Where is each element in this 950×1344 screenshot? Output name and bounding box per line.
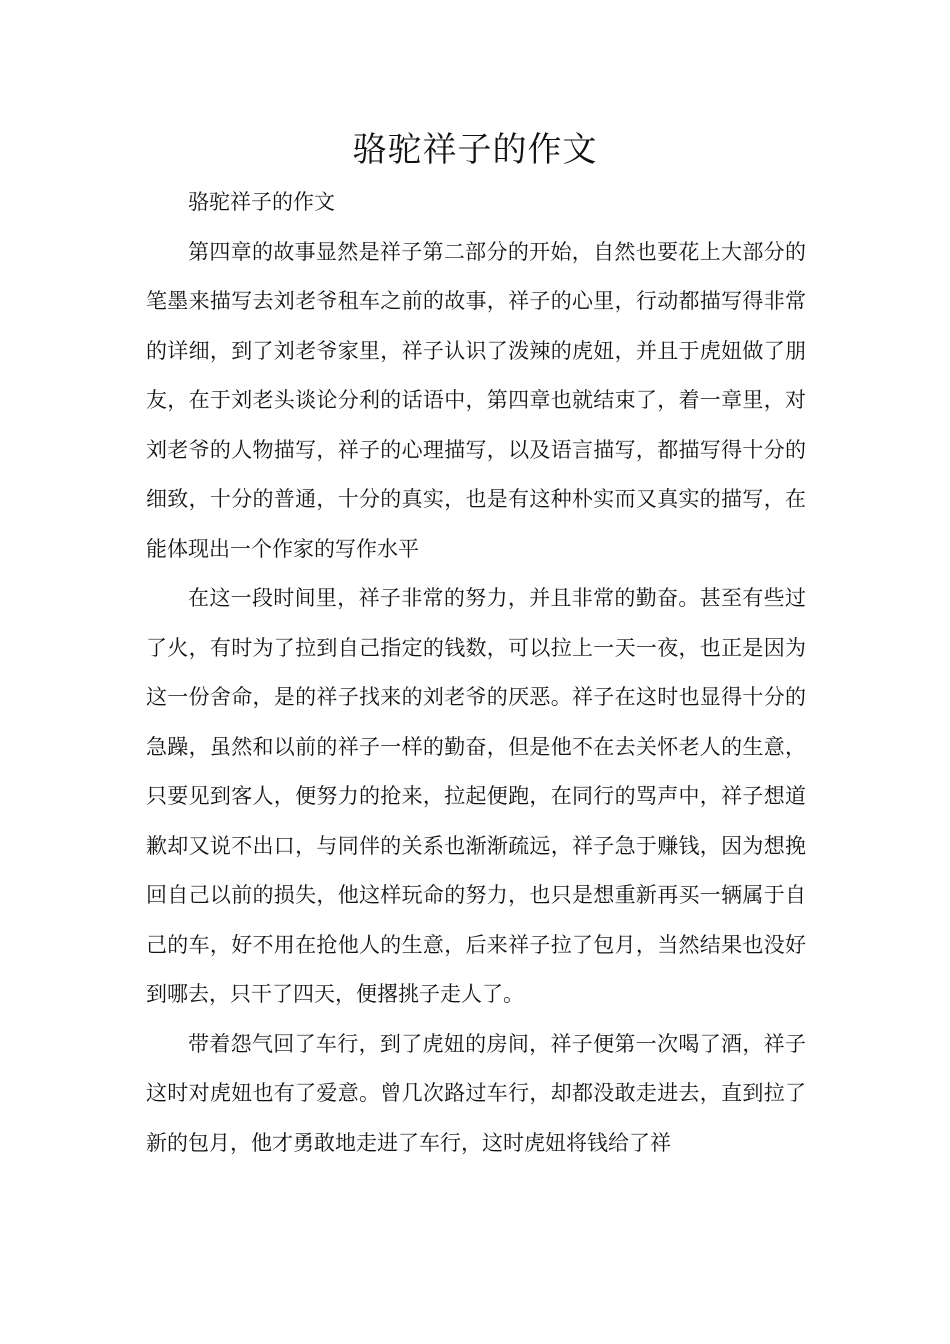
- paragraph-chapter-four: 第四章的故事显然是祥子第二部分的开始，自然也要花上大部分的笔墨来描写去刘老爷租车之前的故事，祥子的心里，行动都描写得非常的详细，到了刘老爷家里，祥子认识了泼辣的虎妞，并且于虎妞做了朋友，在于刘老头谈论分利的话语中，第四章也就结束了，着一章里，对刘老爷的人物描写，祥子的心理描写，以及语言描写，都描写得十分的细致，十分的普通，十分的真实，也是有这种朴实而又真实的描写，在能体现出一个作家的写作水平: [146, 239, 806, 561]
- document-title: 骆驼祥子的作文: [352, 130, 598, 170]
- paragraph-subtitle: 骆驼祥子的作文: [188, 190, 335, 214]
- paragraph-return-to-garage: 带着怨气回了车行，到了虎妞的房间，祥子便第一次喝了酒，祥子这时对虎妞也有了爱意。曾几次路过车行，却都没敢走进去，直到拉了新的包月，他才勇敢地走进了车行，这时虎妞将钱给了祥: [146, 1031, 806, 1155]
- document-body: [146, 178, 806, 1168]
- paragraph-hard-work: 在这一段时间里，祥子非常的努力，并且非常的勤奋。甚至有些过了火，有时为了拉到自己指定的钱数，可以拉上一天一夜，也正是因为这一份舍命，是的祥子找来的刘老爷的厌恶。祥子在这时也显得十分的急躁，虽然和以前的祥子一样的勤奋，但是他不在去关怀老人的生意，只要见到客人，便努力的抢来，拉起便跑，在同行的骂声中，祥子想道歉却又说不出口，与同伴的关系也渐渐疏远，祥子急于赚钱，因为想挽回自己以前的损失，他这样玩命的努力，也只是想重新再买一辆属于自己的车，好不用在抢他人的生意，后来祥子拉了包月，当然结果也没好到哪去，只干了四天，便撂挑子走人了。: [146, 586, 806, 1006]
